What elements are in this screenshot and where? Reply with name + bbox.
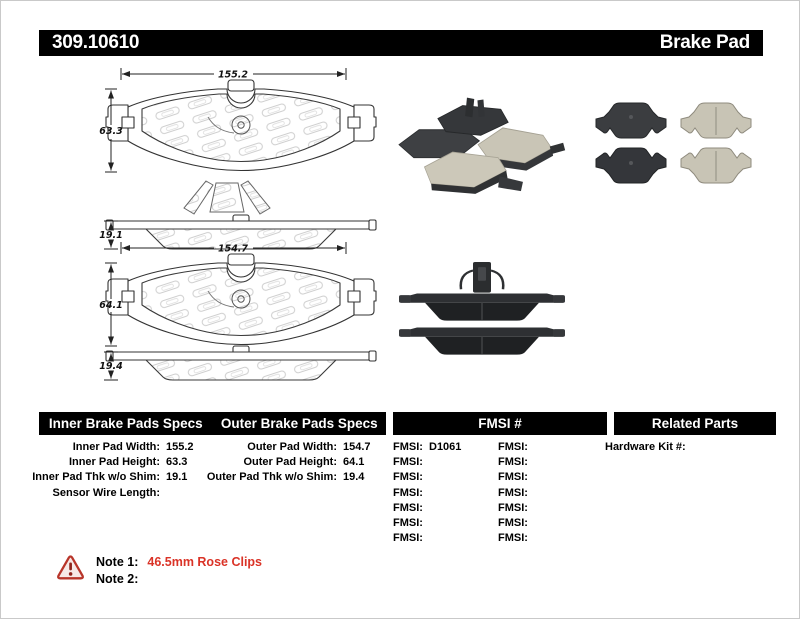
spec-row: Outer Pad Width: 154.7	[247, 440, 371, 453]
fmsi-row: FMSI:	[393, 455, 423, 468]
outer-specs-header: Outer Brake Pads Specs	[220, 416, 378, 431]
svg-text:63.3: 63.3	[99, 126, 123, 137]
fmsi-row: FMSI:	[393, 532, 423, 545]
technical-drawings	[56, 63, 396, 385]
fmsi-row: FMSI:	[393, 486, 423, 499]
specs-header-bar	[39, 412, 386, 435]
fmsi-row: FMSI:	[498, 532, 528, 545]
note-1-text: 46.5mm Rose Clips	[147, 555, 263, 569]
fmsi-row: FMSI:	[393, 471, 423, 484]
fmsi-row: FMSI:	[498, 501, 528, 514]
inner-pad-front-drawing	[106, 80, 376, 171]
brake-pads-angled-photo	[399, 98, 565, 194]
fmsi-row: FMSI: D1061	[393, 440, 462, 453]
dim-inner-height	[99, 89, 123, 172]
spec-row: Inner Pad Thk w/o Shim: 19.1	[32, 471, 188, 484]
note-1	[96, 555, 262, 569]
note-2-label: Note 2:	[96, 572, 139, 586]
dim-inner-width	[121, 68, 346, 81]
fmsi-row: FMSI:	[498, 440, 528, 453]
fmsi-column-1	[393, 439, 461, 546]
related-parts-header-bar	[614, 412, 776, 435]
fmsi-header: FMSI #	[478, 416, 522, 431]
note-1-label: Note 1:	[96, 555, 139, 569]
fmsi-row: FMSI:	[498, 517, 528, 530]
note-2	[96, 572, 147, 586]
outer-specs-column	[206, 439, 371, 485]
svg-text:155.2: 155.2	[217, 69, 249, 81]
related-parts-column	[605, 439, 692, 454]
svg-text:64.1: 64.1	[99, 300, 123, 311]
fmsi-row: FMSI:	[393, 517, 423, 530]
product-type: Brake Pad	[659, 32, 750, 53]
dim-outer-height	[99, 263, 122, 346]
svg-text:154.7: 154.7	[217, 243, 249, 255]
sensor-clip-drawing	[184, 181, 270, 214]
related-parts-header: Related Parts	[651, 416, 739, 431]
spec-row: Sensor Wire Length:	[52, 486, 160, 499]
spec-row: Inner Pad Width: 155.2	[72, 440, 194, 453]
brake-pads-flat-photo	[596, 103, 751, 183]
fmsi-column-2	[498, 439, 534, 546]
fmsi-row: FMSI:	[498, 486, 528, 499]
outer-pad-side-drawing	[106, 346, 376, 380]
part-number: 309.10610	[52, 32, 140, 53]
inner-specs-header: Inner Brake Pads Specs	[48, 416, 203, 431]
fmsi-row: FMSI:	[498, 455, 528, 468]
spec-row: Outer Pad Thk w/o Shim: 19.4	[206, 471, 365, 484]
product-photos	[391, 86, 786, 371]
outer-pad-front-drawing	[106, 254, 376, 345]
warning-icon	[57, 555, 84, 580]
svg-text:19.4: 19.4	[99, 361, 123, 372]
svg-text:19.1: 19.1	[99, 230, 123, 241]
spec-row: Outer Pad Height: 64.1	[243, 455, 365, 468]
related-row: Hardware Kit #:	[605, 440, 686, 453]
brake-pads-stacked-photo	[399, 262, 565, 355]
title-bar	[39, 30, 763, 56]
fmsi-row: FMSI:	[498, 471, 528, 484]
spec-row: Inner Pad Height: 63.3	[68, 455, 188, 468]
fmsi-row: FMSI:	[393, 501, 423, 514]
inner-specs-column	[31, 439, 194, 500]
fmsi-header-bar	[393, 412, 607, 435]
